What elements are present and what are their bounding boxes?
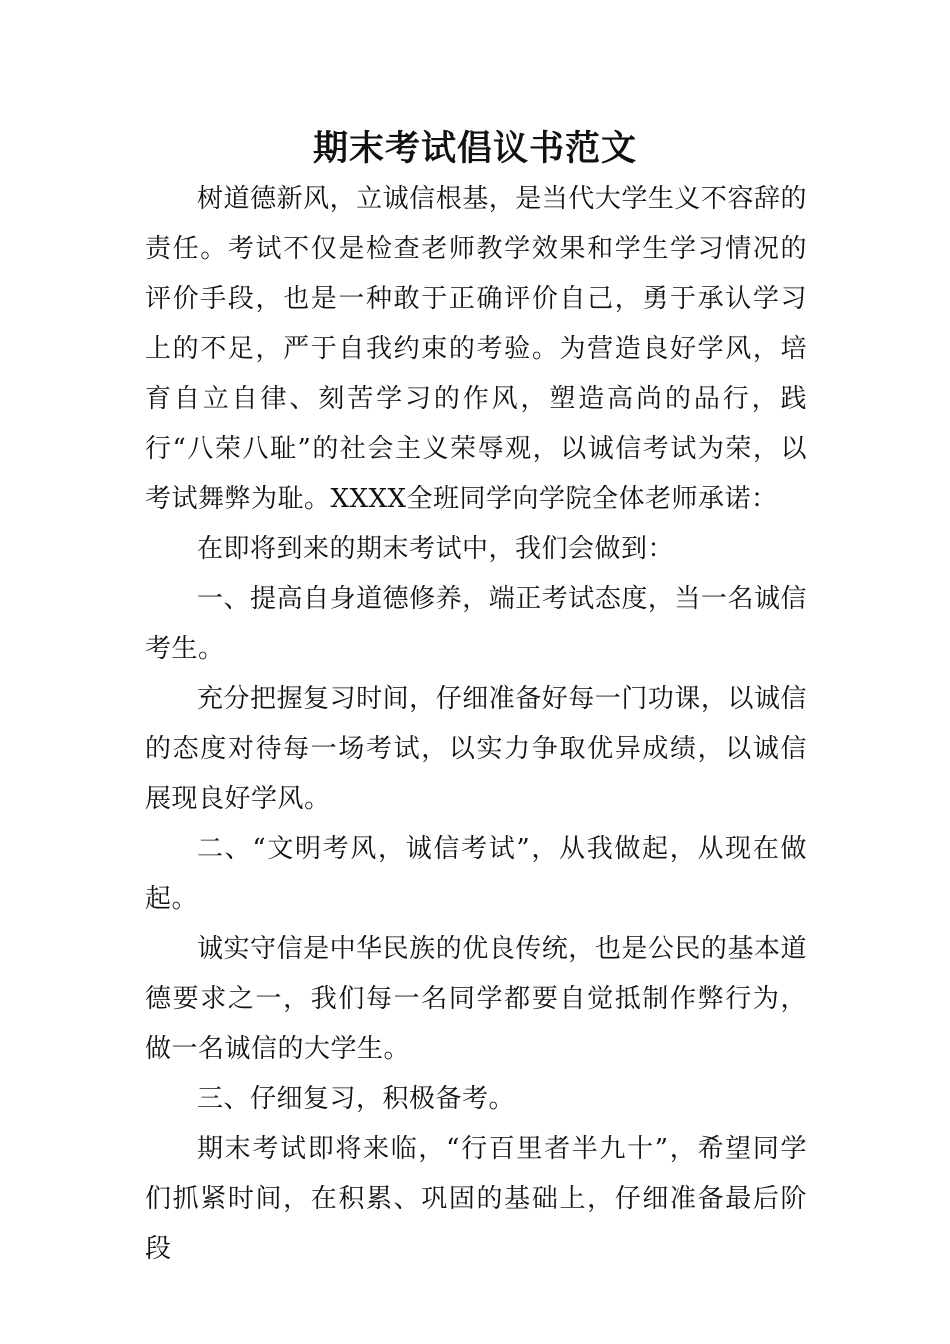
paragraph-point-three-heading: 三、仔细复习，积极备考。 <box>197 1084 516 1114</box>
paragraph-point-three-body: 期末考试即将来临，“行百里者半九十”，希望同学们抓紧时间，在积累、巩固的基础上，仔细准备最后阶段 <box>145 1134 807 1264</box>
paragraph-point-one-body: 充分把握复习时间，仔细准备好每一门功课，以诚信的态度对待每一场考试，以实力争取优异成绩，以诚信展现良好学风。 <box>145 684 807 814</box>
paragraph-point-one-heading: 一、提高自身道德修养，端正考试态度，当一名诚信考生。 <box>145 584 807 664</box>
paragraph-point-two-heading: 二、“文明考风，诚信考试”，从我做起，从现在做起。 <box>145 834 807 914</box>
document-title: 期末考试倡议书范文 <box>312 128 637 169</box>
document-body <box>145 174 807 1274</box>
paragraph-point-two-body: 诚实守信是中华民族的优良传统，也是公民的基本道德要求之一，我们每一名同学都要自觉抵制作弊行为，做一名诚信的大学生。 <box>145 934 807 1064</box>
paragraph-intro: 树道德新风，立诚信根基，是当代大学生义不容辞的责任。考试不仅是检查老师教学效果和学生学习情况的评价手段，也是一种敢于正确评价自己，勇于承认学习上的不足，严于自我约束的考验。为营造良好学风，培育自立自律、刻苦学习的作风，塑造高尚的品行，践行“八荣八耻”的社会主义荣辱观，以诚信考试为荣，以考试舞弊为耻。XXXX全班同学向学院全体老师承诺： <box>145 184 807 514</box>
paragraph-commitment-lead: 在即将到来的期末考试中，我们会做到： <box>197 534 675 564</box>
